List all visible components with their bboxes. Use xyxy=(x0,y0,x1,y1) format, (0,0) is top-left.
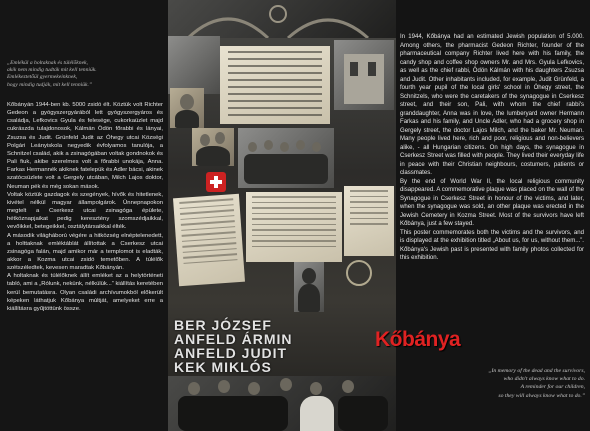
hungarian-body-text xyxy=(7,101,163,313)
letter-photo xyxy=(246,192,342,262)
english-paragraph: This poster commemorates both the victims and the survivors, and is displayed at the exhibition titled „About us, for us, without them...”. Kőbánya's Jewish past is presented with family photos collected for this exhibition. xyxy=(400,229,584,261)
poster-title: Kőbánya xyxy=(375,328,461,351)
english-dedication-quote: „In memory of the dead and the survivors, who didn't always know what to do. A reminder for our children, so they will always know what to do.” xyxy=(488,368,585,399)
group-photo xyxy=(238,128,334,188)
girl-portrait-photo xyxy=(294,262,324,312)
english-paragraph: By the end of World War II, the local religious community disappeared. A commemorative plaque was placed on the wall of the Synagogue in Cserkesz Street in honour of the victims, and later, when the synagogue was sold, an other plaque was erected in the Jewish Cemetery in Kozma Street. Most of the survivors have left Kőbánya, just a few stayed. xyxy=(400,178,584,227)
memorial-plaque-photo xyxy=(220,46,330,124)
man-portrait-photo xyxy=(170,88,204,128)
hungarian-paragraph: Voltak köztük gazdagok és szegények, hívők és hitetlenek, kivétel nélkül magyar állampolgárok. Ünnepnapokon megtelt a Cserkesz utcai zsinagóga épülete, hétköznapjaikat pedig keresztény szomszédjaikkal, vevőikkel, betegeikkel, osztálytársaikkal élték. xyxy=(7,191,163,231)
hungarian-column xyxy=(0,0,168,431)
synagogue-interior-photo xyxy=(168,36,220,94)
synagogue-building-photo xyxy=(334,40,394,110)
photo-collage xyxy=(168,0,396,431)
hungarian-dedication-quote: „Emlékül a holtaknak és túlélőknek, akik nem mindig tudták mit kell tenniük. Emlékeztetőül gyermekeinknek, hogy mindig tudják, mit kell tenniük.” xyxy=(7,60,97,88)
hungarian-paragraph: A második világháború végére a hitközség elnéptelenedett, a holttaknak emléktáblát állítottak a Cserkesz utcai zsinagóga falán, majd amikor már a templomot is eladták, akkor a Kozma utcai zsidó temetőben. A túlélők szétszéledtek, kevesen maradtak Kőbányán. xyxy=(7,232,163,272)
arch-decoration-icon xyxy=(168,0,396,38)
hungarian-paragraph: A holtaknak és túlélőknek állít emléket az a helytörténeti tabló, ami a „Rólunk, nekünk, nélkülük...” kiállítás keretében kerül bemutatásra. Olyan családi archívumokból előkerült képeken láthatjuk Kőbánya múltját, amelyeket erre a kiállításra gyűjtöttünk össze. xyxy=(7,273,163,312)
english-body-text xyxy=(400,33,584,263)
english-paragraph: In 1944, Kőbánya had an estimated Jewish population of 5.000. Among others, the pharmacist Gedeon Richter, founder of the pharmaceutical company Richter lived here with his family, the candy shop and coffee shop owners Mr. and Mrs. Gyula Lefkovics, as well as the chief rabbi, Ödön Kálmán with his daughters Zsuzsa and Judit. Other inhabitants included, for example, Judit Grünfeld, a fourth year pupil of the local girls' school in Óhegy street, the Schnitzels, who were the caretakers of the synagogue in Cserkesz street, and their son, Pali, with whom the chief rabbi's granddaughter, Anna was in love, the lumberyard owner Hermann Farkas and his family, and Uncle Adler, who had a grocery shop in Gergely street, the doctor Lajos Milch, and the baker Mr. Neuman. Many people lived here, rich and poor, religious and non-believers alike, - all Hungarian citizens. On high days, the synagogue in Cserkesz Street was filled with people. They lived their everyday life in peace with their Christian neighbours, costumers, patients or classmates. xyxy=(400,34,584,176)
synagogue-arch-photo xyxy=(168,0,396,38)
document-photo xyxy=(173,194,245,286)
wedding-group-photo xyxy=(168,376,396,431)
hungarian-paragraph: Kőbányán 1944-ben kb. 5000 zsidó élt. Köztük volt Richter Gedeon a gyógyszergyárából lett gyógyszergyáros és családja, Lefkovics Gyula és felesége, cukorkaüzlet majd cukrászda tulajdonosok, Kálmán Ödön főrabbi és lányai, Zsuzsa és Judit. Grünfeld Judit az Óhegy utcai Községi Polgári Leányiskola negyedik évfolyamos tanulója, a Schnitzel család, akik a zsinagógában voltak gondnokok és Pali fiuk, akibe szerelmes volt a főrabbi unokája, Anna. Farkas Hermannék akiknek fatelepük és Adler bácsi, akinek szatócsüzlete volt a Gergely utcában, Milch Lajos doktor, Neuman pék és még sokan mások. xyxy=(7,102,163,190)
memorial-names: BER JÓZSEF ANFELD ÁRMIN ANFELD JUDIT KEK MIKLÓS xyxy=(174,317,293,375)
family-portrait-photo xyxy=(192,128,234,166)
stamp-seal xyxy=(346,260,372,286)
red-cross-badge xyxy=(206,172,226,192)
certificate-photo xyxy=(344,186,394,256)
